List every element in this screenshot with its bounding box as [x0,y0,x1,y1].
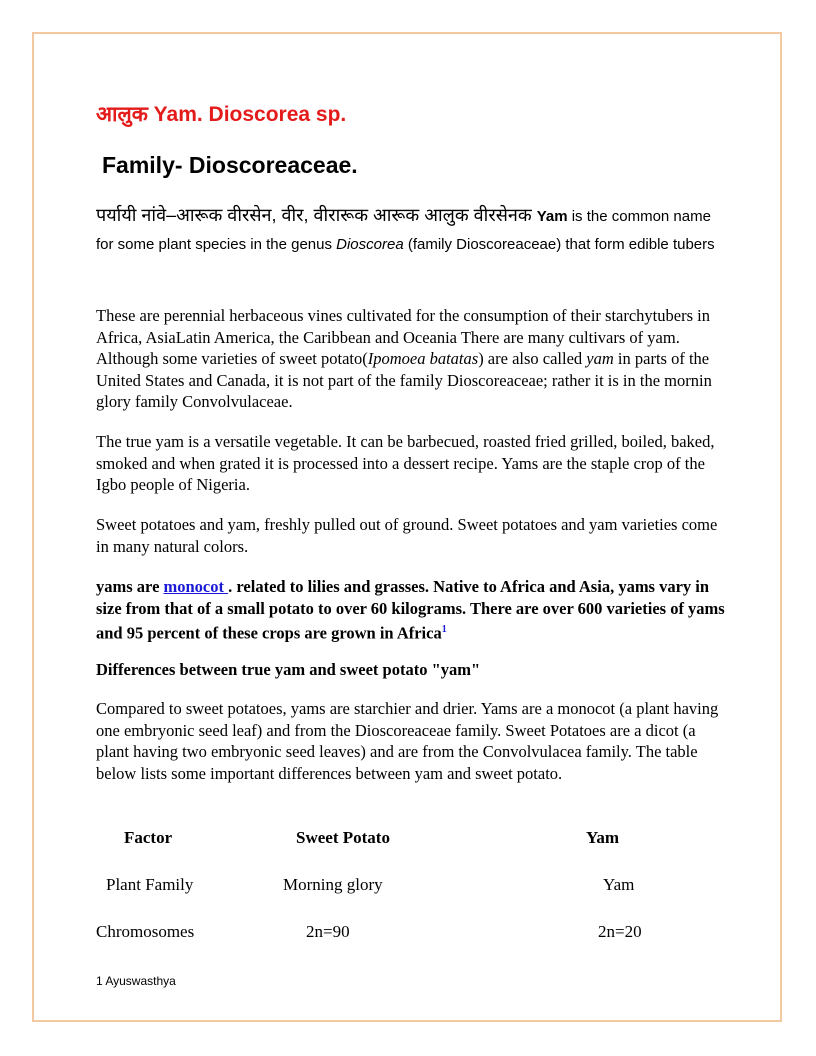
paragraph-comparison: Compared to sweet potatoes, yams are starchier and drier. Yams are a monocot (a plant having one embryonic seed leaf) and from the Dioscoreaceae family. Sweet Potatoes are a dicot (a plant having two embryonic seed leaves) and are from the Convolvulacea family. The table below lists some important differences between yam and sweet potato. [96,699,719,783]
paragraph-versatile: The true yam is a versatile vegetable. It can be barbecued, roasted fried grilled, boiled, baked, smoked and when grated it is processed into a dessert recipe. Yams are the staple crop of the Igbo people of Nigeria. [96,432,715,494]
synonyms-paragraph [96,201,726,259]
paragraph-description [96,305,726,413]
p1-yam-italic: yam [586,349,614,368]
p4-text-b: . related to lilies and grasses. Native to Africa and Asia, yams vary in size from that of a small potato to over 60 kilograms. There are over 600 varieties of yams and 95 percent of these crops are grown in Africa [96,577,725,643]
paragraph-monocot [96,576,726,644]
page-title: आलुक Yam. Dioscorea sp. [96,103,347,126]
footnote-text: 1 Ayuswasthya [96,974,176,988]
cell-factor: Chromosomes [96,922,195,941]
paragraph-colors: Sweet potatoes and yam, freshly pulled out of ground. Sweet potatoes and yam varieties come in many natural colors. [96,515,718,556]
p1-text-b: ) are also called [478,349,587,368]
synonyms-text-1: is the common name for some plant species in the genus [96,208,711,253]
monocot-link[interactable]: monocot [163,577,229,596]
devanagari-synonyms: पर्यायी नांवे–आरूक वीरसेन, वीर, वीरारूक आरूक आलुक वीरसेनक [96,205,537,225]
cell-yam: 2n=20 [598,922,642,941]
footnote-marker[interactable]: 1 [441,624,447,635]
header-sweet-potato: Sweet Potato [296,828,390,847]
table-row [0,875,816,899]
family-heading: Family- Dioscoreaceae. [102,152,358,178]
table-header-row [0,828,816,852]
p4-text-a: yams are [96,577,164,596]
differences-heading: Differences between true yam and sweet potato "yam" [96,660,481,679]
header-yam: Yam [586,828,620,847]
p1-text-a: These are perennial herbaceous vines cultivated for the consumption of their starchytubers in Africa, AsiaLatin America, the Caribbean and Oceania There are many cultivars of yam. Although some varieties of sweet potato( [96,306,710,368]
yam-term: Yam [536,208,568,225]
genus-name: Dioscorea [336,236,404,253]
p1-species-name: Ipomoea batatas [367,349,479,368]
cell-sweet-potato: 2n=90 [306,922,350,941]
cell-factor: Plant Family [106,875,194,894]
synonyms-text-2: (family Dioscoreaceae) that form edible tubers [403,236,715,253]
p1-text-c: in parts of the United States and Canada, it is not part of the family Dioscoreaceae; rather it is in the mornin glory family Convolvulaceae. [96,349,712,411]
header-factor: Factor [124,828,173,847]
cell-yam: Yam [603,875,635,894]
cell-sweet-potato: Morning glory [283,875,383,894]
table-row [0,922,816,946]
